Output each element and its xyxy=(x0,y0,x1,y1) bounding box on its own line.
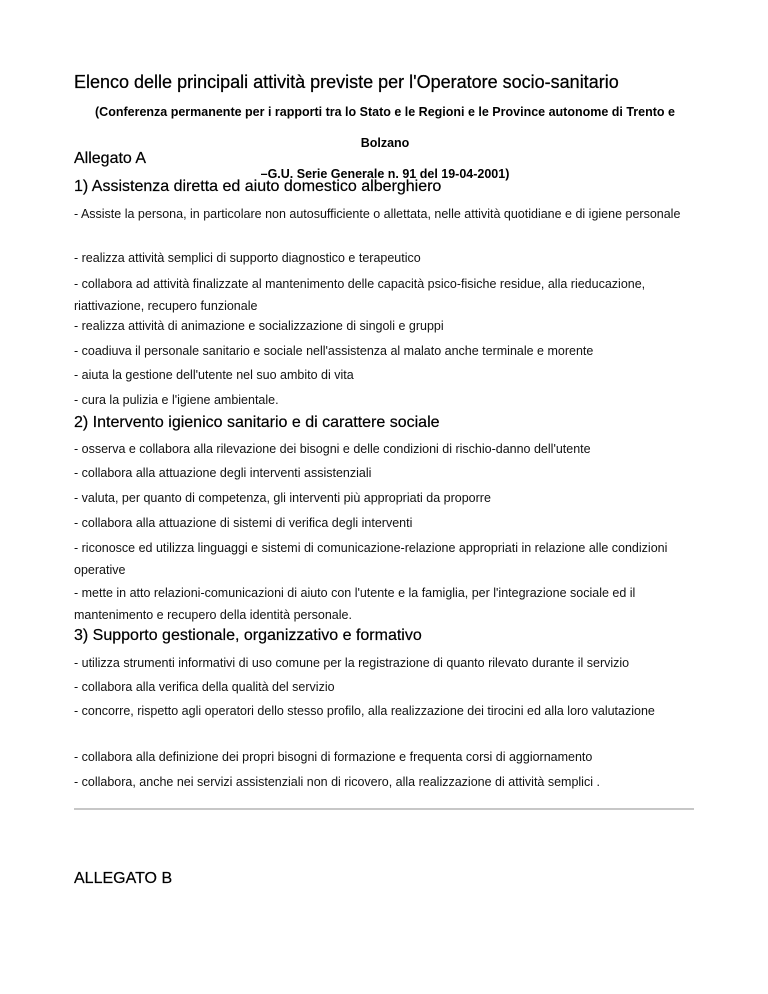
list-item: - coadiuva il personale sanitario e sociale nell'assistenza al malato anche terminale e morente xyxy=(74,344,594,358)
list-item: - utilizza strumenti informativi di uso comune per la registrazione di quanto rilevato durante il servizio xyxy=(74,656,630,670)
allegato-a-heading: Allegato A xyxy=(74,150,147,167)
list-item: - collabora, anche nei servizi assistenziali non di ricovero, alla realizzazione di attività semplici . xyxy=(74,775,600,789)
list-item: - realizza attività semplici di supporto diagnostico e terapeutico xyxy=(74,251,421,265)
list-item: - collabora alla definizione dei propri bisogni di formazione e frequenta corsi di aggiornamento xyxy=(74,750,593,764)
document-subtitle xyxy=(74,97,696,190)
allegato-b-heading: ALLEGATO B xyxy=(74,870,173,887)
list-item: - Assiste la persona, in particolare non autosufficiente o allettata, nelle attività quotidiane e di igiene personale xyxy=(74,207,681,221)
horizontal-divider xyxy=(74,808,694,810)
list-item: - concorre, rispetto agli operatori dello stesso profilo, alla realizzazione dei tirocini ed alla loro valutazione xyxy=(74,704,655,718)
subtitle-line-2: –G.U. Serie Generale n. 91 del 19-04-2001) xyxy=(260,167,510,181)
list-item: - osserva e collabora alla rilevazione dei bisogni e delle condizioni di rischio-danno dell'utente xyxy=(74,442,591,456)
section-1-heading: 1) Assistenza diretta ed aiuto domestico alberghiero xyxy=(74,178,442,195)
list-item: - mette in atto relazioni-comunicazioni di aiuto con l'utente e la famiglia, per l'integrazione sociale ed il mantenimento e recupero della identità personale. xyxy=(74,586,636,622)
list-item: - collabora alla attuazione degli interventi assistenziali xyxy=(74,466,372,480)
list-item: - collabora alla verifica della qualità del servizio xyxy=(74,680,335,694)
list-item: - cura la pulizia e l'igiene ambientale. xyxy=(74,393,279,407)
list-item: - collabora ad attività finalizzate al mantenimento delle capacità psico-fisiche residue, alla rieducazione, riattivazione, recupero funzionale xyxy=(74,277,646,313)
subtitle-line-1: (Conferenza permanente per i rapporti tra lo Stato e le Regioni e le Province autonome di Trento e Bolzano xyxy=(95,105,675,150)
list-item: - valuta, per quanto di competenza, gli interventi più appropriati da proporre xyxy=(74,491,491,505)
section-2-heading: 2) Intervento igienico sanitario e di carattere sociale xyxy=(74,414,440,431)
list-item: - collabora alla attuazione di sistemi di verifica degli interventi xyxy=(74,516,413,530)
list-item: - aiuta la gestione dell'utente nel suo ambito di vita xyxy=(74,368,354,382)
list-item: - riconosce ed utilizza linguaggi e sistemi di comunicazione-relazione appropriati in relazione alle condizioni operative xyxy=(74,541,668,577)
document-title: Elenco delle principali attività previste per l'Operatore socio-sanitario xyxy=(74,72,619,92)
section-3-heading: 3) Supporto gestionale, organizzativo e formativo xyxy=(74,627,422,644)
list-item: - realizza attività di animazione e socializzazione di singoli e gruppi xyxy=(74,319,444,333)
